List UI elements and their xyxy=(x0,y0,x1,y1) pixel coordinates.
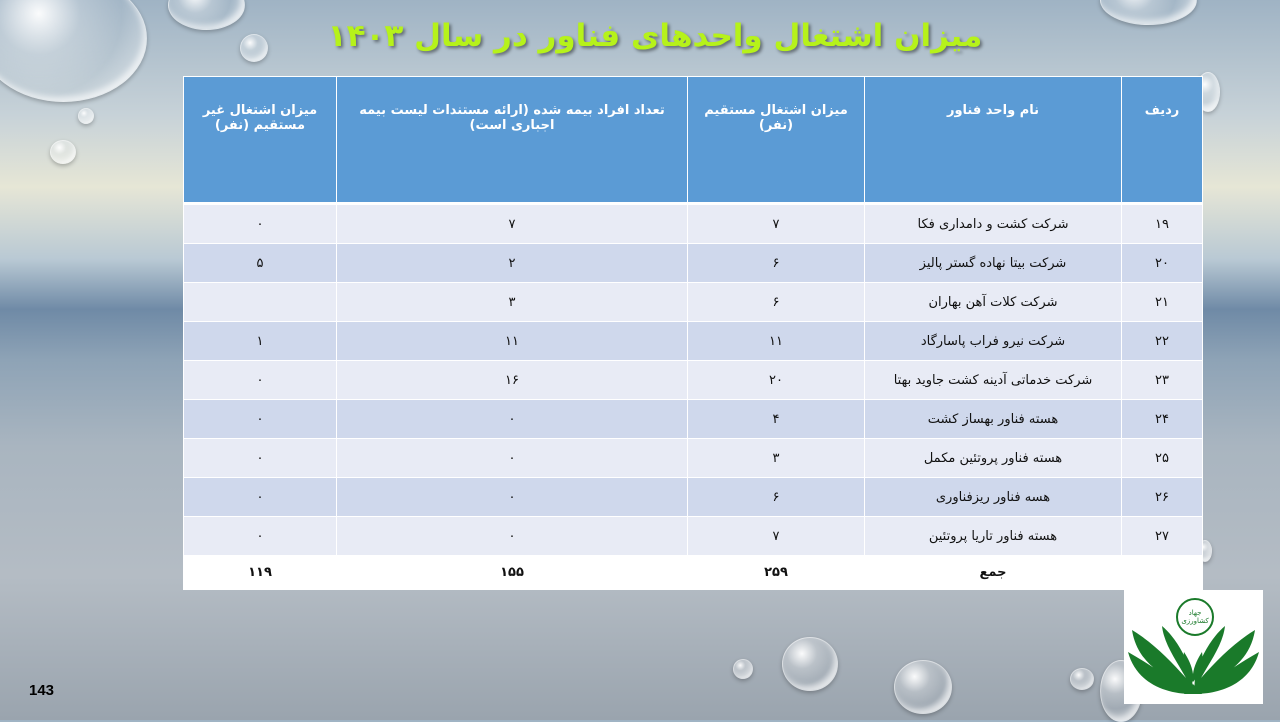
cell-unit-name: شرکت کشت و دامداری فکا xyxy=(865,204,1122,244)
cell-insured: ۱۱ xyxy=(337,322,688,361)
page-title: میزان اشتغال واحدهای فناور در سال ۱۴۰۳ xyxy=(327,18,983,54)
cell-direct: ۳ xyxy=(688,439,865,478)
cell-unit-name: شرکت بیتا نهاده گستر پالیز xyxy=(865,244,1122,283)
cell-direct: ۶ xyxy=(688,244,865,283)
cell-insured: ۷ xyxy=(337,204,688,244)
cell-insured: ۳ xyxy=(337,283,688,322)
cell-unit-name: شرکت کلات آهن بهاران xyxy=(865,283,1122,322)
table-row xyxy=(184,478,1203,517)
cell-row-number: ۱۹ xyxy=(1122,204,1203,244)
cell-insured: ۲ xyxy=(337,244,688,283)
total-label: جمع xyxy=(865,556,1122,590)
cell-indirect xyxy=(184,283,337,322)
water-drop-decoration xyxy=(733,659,753,679)
cell-unit-name: شرکت نیرو فراب پاسارگاد xyxy=(865,322,1122,361)
cell-row-number: ۲۶ xyxy=(1122,478,1203,517)
total-direct: ۲۵۹ xyxy=(688,556,865,590)
header-unit-name: نام واحد فناور xyxy=(865,77,1122,204)
organization-logo xyxy=(1124,590,1263,704)
cell-direct: ۴ xyxy=(688,400,865,439)
seal-text: جهاد کشاورزی xyxy=(1181,609,1209,625)
cell-indirect: ۰ xyxy=(184,400,337,439)
employment-table xyxy=(183,76,1203,590)
cell-indirect: ۰ xyxy=(184,204,337,244)
table-total-row xyxy=(184,556,1203,590)
water-drop-decoration xyxy=(894,660,952,714)
cell-indirect: ۰ xyxy=(184,439,337,478)
table-row xyxy=(184,439,1203,478)
cell-direct: ۷ xyxy=(688,517,865,556)
page-number: 143 xyxy=(29,682,55,699)
water-drop-decoration xyxy=(78,108,94,124)
emblem-seal-icon xyxy=(1176,598,1214,636)
cell-row-number: ۲۴ xyxy=(1122,400,1203,439)
cell-indirect: ۵ xyxy=(184,244,337,283)
cell-insured: ۰ xyxy=(337,517,688,556)
cell-indirect: ۰ xyxy=(184,478,337,517)
cell-unit-name: هسه فناور ریزفناوری xyxy=(865,478,1122,517)
table-row xyxy=(184,283,1203,322)
cell-insured: ۰ xyxy=(337,478,688,517)
table-row xyxy=(184,204,1203,244)
cell-unit-name: هسته فناور بهساز کشت xyxy=(865,400,1122,439)
header-direct-employment: میزان اشتغال مستقیم (نفر) xyxy=(688,77,865,204)
cell-unit-name: شرکت خدماتی آدینه کشت جاوید بهتا xyxy=(865,361,1122,400)
cell-indirect: ۰ xyxy=(184,361,337,400)
water-drop-decoration xyxy=(782,637,838,691)
cell-direct: ۲۰ xyxy=(688,361,865,400)
cell-unit-name: هسته فناور پروتئین مکمل xyxy=(865,439,1122,478)
table-row xyxy=(184,322,1203,361)
table-row xyxy=(184,244,1203,283)
cell-insured: ۱۶ xyxy=(337,361,688,400)
cell-row-number: ۲۰ xyxy=(1122,244,1203,283)
cell-direct: ۱۱ xyxy=(688,322,865,361)
header-row-number: ردیف xyxy=(1122,77,1203,204)
cell-row-number: ۲۳ xyxy=(1122,361,1203,400)
cell-insured: ۰ xyxy=(337,400,688,439)
header-insured-count: تعداد افراد بیمه شده (ارائه مستندات لیست بیمه اجباری است) xyxy=(337,77,688,204)
cell-direct: ۶ xyxy=(688,478,865,517)
total-insured: ۱۵۵ xyxy=(337,556,688,590)
cell-indirect: ۱ xyxy=(184,322,337,361)
table-row xyxy=(184,400,1203,439)
cell-insured: ۰ xyxy=(337,439,688,478)
cell-row-number: ۲۵ xyxy=(1122,439,1203,478)
table-row xyxy=(184,517,1203,556)
cell-indirect: ۰ xyxy=(184,517,337,556)
total-row-number xyxy=(1122,556,1203,590)
header-indirect-employment: میزان اشتغال غیر مستقیم (نفر) xyxy=(184,77,337,204)
table-row xyxy=(184,361,1203,400)
table-header-row xyxy=(184,77,1203,204)
cell-unit-name: هسته فناور تاریا پروتئین xyxy=(865,517,1122,556)
water-drop-decoration xyxy=(1070,668,1094,690)
water-drop-decoration xyxy=(50,140,76,164)
cell-row-number: ۲۲ xyxy=(1122,322,1203,361)
cell-row-number: ۲۷ xyxy=(1122,517,1203,556)
cell-direct: ۷ xyxy=(688,204,865,244)
total-indirect: ۱۱۹ xyxy=(184,556,337,590)
cell-row-number: ۲۱ xyxy=(1122,283,1203,322)
cell-direct: ۶ xyxy=(688,283,865,322)
